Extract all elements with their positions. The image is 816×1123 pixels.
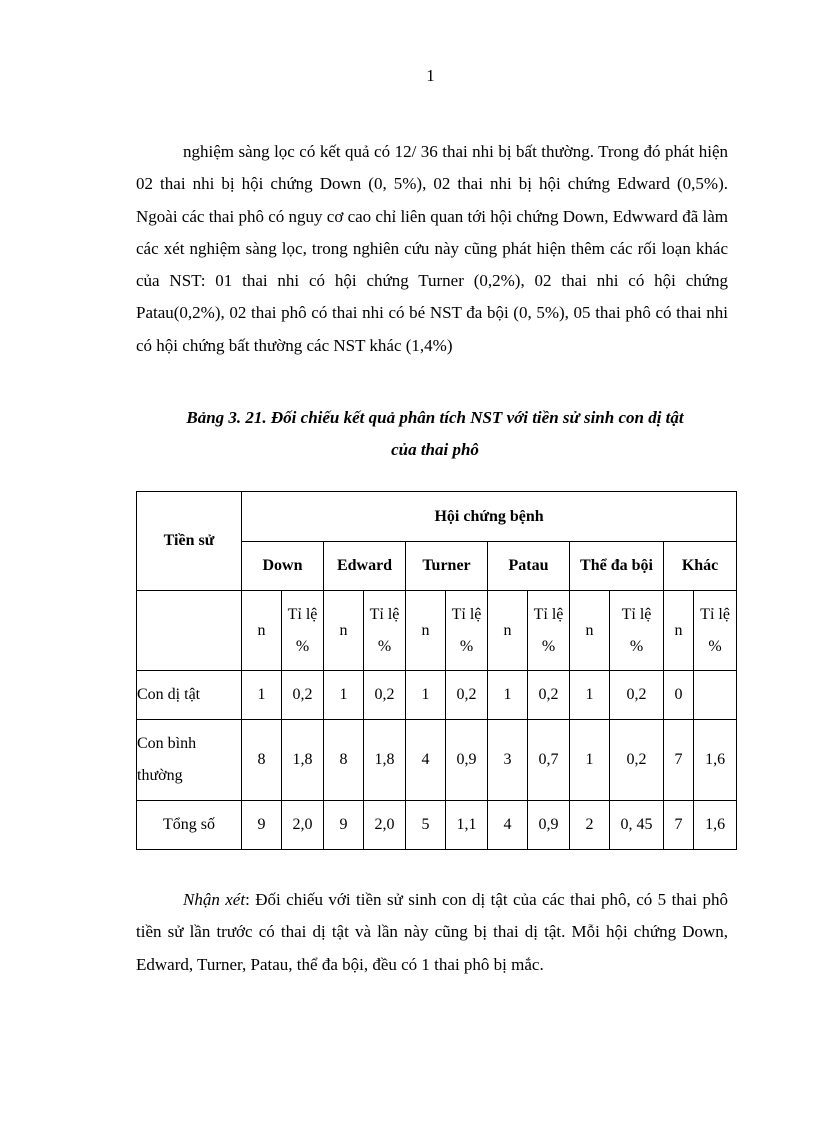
page-number: 1 (426, 66, 435, 85)
subheader-row (137, 591, 737, 671)
table-cell: 1,6 (694, 720, 737, 801)
table-cell: 8 (324, 720, 364, 801)
n-header: n (664, 591, 694, 671)
syndrome-header: Khác (664, 542, 737, 591)
remark-label: Nhận xét (183, 890, 246, 909)
table-cell: 5 (406, 801, 446, 850)
syndrome-header: Turner (406, 542, 488, 591)
table-cell: 8 (242, 720, 282, 801)
remark-paragraph (136, 884, 728, 981)
table-caption (136, 402, 734, 466)
table-cell: 0 (664, 671, 694, 720)
table-cell (694, 671, 737, 720)
rate-unit: % (295, 637, 310, 655)
table-row (137, 671, 737, 720)
n-header: n (406, 591, 446, 671)
table-cell: 1 (488, 671, 528, 720)
row-label: Con bình thường (137, 720, 242, 801)
history-subheader-blank (137, 591, 242, 671)
table-caption-line: Bảng 3. 21. Đối chiếu kết quả phân tích NST với tiền sử sinh con dị tật (186, 408, 684, 427)
group-header: Hội chứng bệnh (242, 492, 737, 542)
syndrome-header: Patau (488, 542, 570, 591)
table-cell: 0,2 (610, 671, 664, 720)
table-row (137, 801, 737, 850)
table-cell: 1 (570, 671, 610, 720)
table-cell: 0,9 (528, 801, 570, 850)
table-cell: 4 (488, 801, 528, 850)
rate-header (446, 591, 488, 671)
table-cell: 0,2 (610, 720, 664, 801)
body-paragraph: nghiệm sàng lọc có kết quả có 12/ 36 thai nhi bị bất thường. Trong đó phát hiện 02 thai nhi bị hội chứng Down (0, 5%), 02 thai nhi bị hội chứng Edward (0,5%). Ngoài các thai phô có nguy cơ cao chỉ liên quan tới hội chứng Down, Edwward đã làm các xét nghiệm sàng lọc, trong nghiên cứu này cũng phát hiện thêm các rối loạn khác của NST: 01 thai nhi có hội chứng Turner (0,2%), 02 thai nhi có hội chứng Patau(0,2%), 02 thai phô có thai nhi có bé NST đa bội (0, 5%), 05 thai phô có thai nhi có hội chứng bất thường các NST khác (1,4%) (136, 142, 728, 355)
table-cell: 3 (488, 720, 528, 801)
syndrome-header: Down (242, 542, 324, 591)
table-cell: 1 (570, 720, 610, 801)
table-cell: 7 (664, 720, 694, 801)
table-cell: 0,2 (364, 671, 406, 720)
rate-header (694, 591, 737, 671)
remark-text: : Đối chiếu với tiền sử sinh con dị tật của các thai phô, có 5 thai phô tiền sử lần trước có thai dị tật và lần này cũng bị thai dị tật. Mỗi hội chứng Down, Edward, Turner, Patau, thể đa bội, đều có 1 thai phô bị mắc. (136, 890, 729, 974)
row-label: Con dị tật (137, 671, 242, 720)
syndrome-header: Thể đa bội (570, 542, 664, 591)
table-cell: 9 (242, 801, 282, 850)
rate-label: Tỉ lệ (369, 605, 400, 623)
rate-label: Tỉ lệ (700, 605, 730, 623)
row-label: Tổng số (137, 801, 242, 850)
table-cell: 1 (406, 671, 446, 720)
rate-label: Tỉ lệ (621, 605, 652, 623)
history-header: Tiền sử (137, 492, 242, 591)
table-cell: 0,7 (528, 720, 570, 801)
table-cell: 1,8 (282, 720, 324, 801)
syndrome-header: Edward (324, 542, 406, 591)
table-cell: 0,2 (446, 671, 488, 720)
rate-unit: % (459, 637, 474, 655)
rate-unit: % (708, 637, 722, 655)
rate-header (610, 591, 664, 671)
table-cell: 1,6 (694, 801, 737, 850)
n-header: n (570, 591, 610, 671)
rate-header (364, 591, 406, 671)
n-header: n (488, 591, 528, 671)
table-cell: 0, 45 (610, 801, 664, 850)
table-cell: 0,9 (446, 720, 488, 801)
table-cell: 1,8 (364, 720, 406, 801)
table-cell: 2 (570, 801, 610, 850)
rate-label: Tỉ lệ (287, 605, 318, 623)
n-header: n (242, 591, 282, 671)
table-cell: 1 (324, 671, 364, 720)
rate-unit: % (629, 637, 644, 655)
rate-header (282, 591, 324, 671)
results-table (136, 491, 737, 850)
table-cell: 7 (664, 801, 694, 850)
table-cell: 2,0 (364, 801, 406, 850)
table-cell: 2,0 (282, 801, 324, 850)
table-cell: 9 (324, 801, 364, 850)
rate-header (528, 591, 570, 671)
rate-label: Tỉ lệ (451, 605, 482, 623)
n-header: n (324, 591, 364, 671)
table-row (137, 720, 737, 801)
table-cell: 0,2 (282, 671, 324, 720)
table-cell: 1 (242, 671, 282, 720)
rate-unit: % (377, 637, 392, 655)
table-cell: 1,1 (446, 801, 488, 850)
rate-unit: % (541, 637, 556, 655)
table-cell: 0,2 (528, 671, 570, 720)
table-caption-line: của thai phô (391, 440, 479, 459)
table-cell: 4 (406, 720, 446, 801)
rate-label: Tỉ lệ (533, 605, 564, 623)
